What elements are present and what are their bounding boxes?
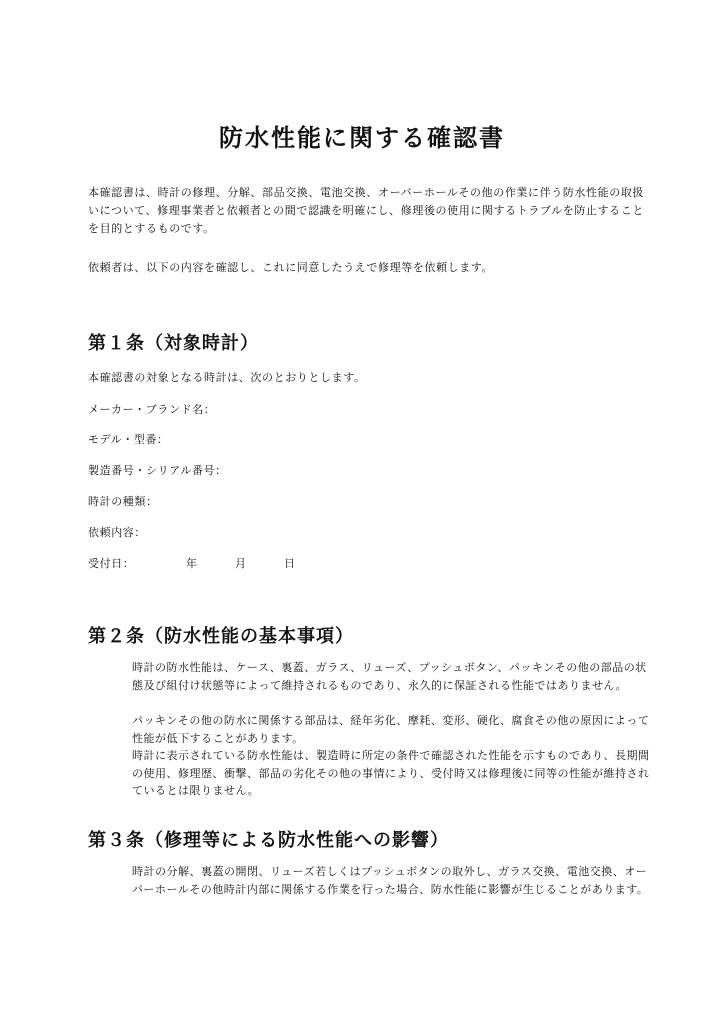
- article-2-paragraph-3: 時計に表示されている防水性能は、製造時に所定の条件で確認された性能を示すものであり、長期間の使用、修理歴、衝撃、部品の劣化その他の事情により、受付時又は修理後に同等の性能が維持されているとは限りません。: [132, 749, 650, 797]
- maker-field-label: メーカー・ブランド名：: [88, 403, 216, 416]
- day-label: 日: [284, 557, 296, 570]
- article-2-heading: 第２条（防水性能の基本事項）: [88, 626, 354, 647]
- intro-paragraph: 本確認書は、時計の修理、分解、部品交換、電池交換、オーバーホールその他の作業に伴う防水性能の取扱いについて、修理事業者と依頼者との間で認識を明確にし、修理後の使用に関するトラブルを防止することを目的とするものです。: [88, 186, 645, 235]
- article-3-paragraph-1: 時計の分解、裏蓋の開閉、リューズ若しくはプッシュボタンの取外し、ガラス交換、電池交換、オーバーホールその他時計内部に関係する作業を行った場合、防水性能に影響が生じることがあります。: [132, 865, 649, 896]
- year-label: 年: [186, 557, 198, 570]
- model-field-label: モデル・型番：: [88, 433, 169, 446]
- watch-type-field-label: 時計の種類：: [88, 495, 158, 508]
- article-2-paragraph-1: 時計の防水性能は、ケース、裏蓋、ガラス、リューズ、プッシュボタン、パッキンその他の部品の状態及び組付け状態等によって維持されるものであり、永久的に保証される性能ではありません。: [132, 661, 647, 692]
- serial-field-label: 製造番号・シリアル番号：: [88, 464, 227, 477]
- request-field-label: 依頼内容：: [88, 526, 146, 539]
- article-1-heading: 第１条（対象時計）: [88, 333, 259, 354]
- received-date-label: 受付日：: [88, 557, 135, 570]
- article-3-heading: 第３条（修理等による防水性能への影響）: [88, 830, 449, 851]
- document-title: 防水性能に関する確認書: [219, 124, 505, 152]
- month-label: 月: [235, 557, 247, 570]
- consent-paragraph: 依頼者は、以下の内容を確認し、これに同意したうえで修理等を依頼します。: [88, 261, 494, 274]
- article-1-lead: 本確認書の対象となる時計は、次のとおりとします。: [88, 371, 366, 384]
- article-2-paragraph-2: パッキンその他の防水に関係する部品は、経年劣化、摩耗、変形、硬化、腐食その他の原因によって性能が低下することがあります。: [132, 714, 650, 745]
- received-date-row: [88, 555, 348, 571]
